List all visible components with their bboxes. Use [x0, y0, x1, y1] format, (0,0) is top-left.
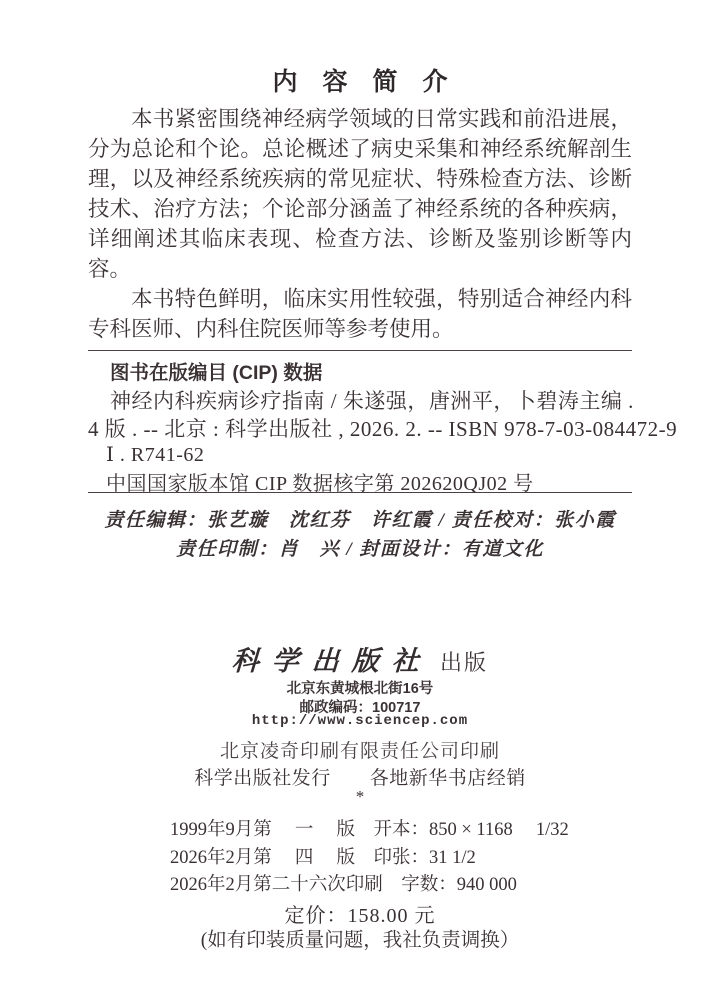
credits-printing-line: 责任印制：肖 兴 / 封面设计：有道文化: [176, 539, 544, 560]
quality-notice: (如有印装质量问题，我社负责调换）: [200, 930, 520, 951]
publisher-logo: 科学出版社: [231, 646, 433, 676]
publisher-address: 北京东黄城根北街16号: [286, 681, 434, 697]
intro-paragraph-1: 本书紧密围绕神经病学领域的日常实践和前沿进展，分为总论和个论。总论概述了病史采集和神经系统解剖生理，以及神经系统疾病的常见症状、特殊检查方法、诊断技术、治疗方法；个论部分涵盖了神经系统的各种疾病，详细阐述其临床表现、检查方法、诊断及鉴别诊断等内容。: [88, 107, 632, 281]
edition-line-first: 1999年9月第 一 版 开本：850 × 1168 1/32: [170, 820, 569, 840]
page-title: 内 容 简 介: [272, 68, 448, 96]
distribution-line: 科学出版社发行 各地新华书店经销: [194, 768, 526, 789]
publisher-suffix: 出版: [439, 650, 488, 675]
cip-classification: Ⅰ . R741-62: [106, 444, 205, 466]
cip-heading: 图书在版编目 (CIP) 数据: [110, 362, 323, 384]
edition-history: [170, 817, 570, 900]
cip-edition-statement: 4 版 . -- 北京 : 科学出版社 , 2026. 2. -- ISBN 978-7-03-084472-9: [88, 417, 678, 441]
printer-line: 北京凌奇印刷有限责任公司印刷: [219, 741, 500, 762]
cip-divider-top: [88, 350, 632, 351]
cip-record-number: 中国国家版本馆 CIP 数据核字第 202620QJ02 号: [106, 473, 534, 495]
publisher-postcode: 邮政编码：100717: [299, 700, 421, 716]
intro-section: [88, 104, 632, 344]
intro-paragraph-2: 本书特色鲜明，临床实用性较强，特别适合神经内科专科医师、内科住院医师等参考使用。: [88, 287, 632, 341]
publisher-line: [0, 639, 720, 678]
edition-line-current: 2026年2月第 四 版 印张：31 1/2: [170, 847, 476, 868]
cip-divider-bottom: [88, 492, 632, 493]
cip-title-statement: 神经内科疾病诊疗指南 / 朱遂强，唐洲平，卜碧涛主编 .: [110, 389, 634, 413]
price-line: 定价：158.00 元: [284, 905, 436, 927]
edition-line-printing: 2026年2月第二十六次印刷 字数：940 000: [170, 875, 517, 895]
publisher-url: http://www.sciencep.com: [251, 713, 469, 729]
separator-star: *: [355, 787, 365, 806]
credits-editors-line: 责任编辑：张艺璇 沈红芬 许红霞 / 责任校对：张小霞: [104, 510, 616, 531]
